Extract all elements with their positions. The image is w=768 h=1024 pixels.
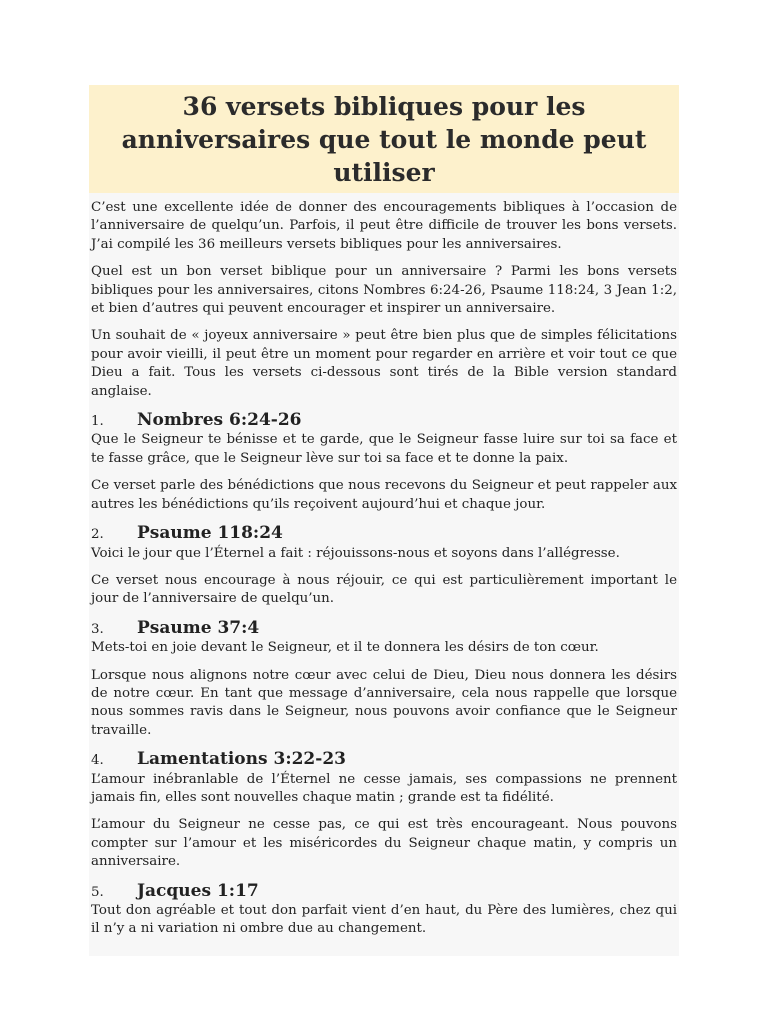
intro-paragraph: Un souhait de « joyeux anniversaire » peut être bien plus que de simples félicitations pour avoir vieilli, il peut être un moment pour regarder en arrière et voir tout ce que Dieu a fait. Tous les versets ci-dessous sont tirés de la Bible version standard anglaise. (91, 328, 677, 399)
verse-text: L’amour inébranlable de l’Éternel ne cesse jamais, ses compassions ne prennent jamais fin, elles sont nouvelles chaque matin ; grande est ta fidélité. (91, 771, 677, 805)
commentary-text: Ce verset parle des bénédictions que nous recevons du Seigneur et peut rappeler aux autres les bénédictions qu’ils reçoivent aujourd’hui et chaque jour. (91, 478, 677, 512)
section-title: Psaume 118:24 (137, 523, 283, 544)
intro-paragraph: C’est une excellente idée de donner des encouragements bibliques à l’occasion de l’anniversaire de quelqu’un. Parfois, il peut être difficile de trouver les bons versets. J’ai compilé les 36 meilleurs versets bibliques pour les anniversaires. (91, 200, 677, 252)
title-banner (89, 85, 679, 193)
verse-text: Que le Seigneur te bénisse et te garde, que le Seigneur fasse luire sur toi sa face et te fasse grâce, que le Seigneur lève sur toi sa face et te donne la paix. (91, 432, 677, 466)
section-number: 3. (91, 621, 104, 637)
section-heading (91, 749, 677, 770)
section-title: Nombres 6:24-26 (137, 410, 302, 431)
section-number: 5. (91, 884, 104, 900)
section-title: Lamentations 3:22-23 (137, 749, 346, 770)
section-heading (91, 881, 677, 902)
document-body (89, 193, 679, 956)
commentary-text: Ce verset nous encourage à nous réjouir, ce qui est particulièrement important le jour de l’anniversaire de quelqu’un. (91, 572, 677, 607)
section-number: 1. (91, 414, 104, 430)
section-heading (91, 618, 677, 639)
section-number: 2. (91, 527, 104, 543)
commentary-text: Lorsque nous alignons notre cœur avec celui de Dieu, Dieu nous donnera les désirs de notre cœur. En tant que message d’anniversaire, cela nous rappelle que lorsque nous sommes ravis dans le Seigneur, nous pouvons avoir confiance que le Seigneur travaille. (91, 667, 677, 738)
verse-text: Voici le jour que l’Éternel a fait : réjouissons-nous et soyons dans l’allégresse. (91, 545, 620, 561)
section-number: 4. (91, 753, 104, 769)
document-page (89, 85, 679, 956)
section-title: Jacques 1:17 (137, 880, 259, 901)
commentary-text: L’amour du Seigneur ne cesse pas, ce qui est très encourageant. Nous pouvons compter sur l’amour et les miséricordes du Seigneur chaque matin, y compris un anniversaire. (91, 817, 677, 870)
section-title: Psaume 37:4 (137, 617, 260, 638)
section-heading (91, 523, 677, 544)
section-heading (91, 410, 677, 431)
verse-text: Tout don agréable et tout don parfait vient d’en haut, du Père des lumières, chez qui il n’y a ni variation ni ombre due au changement. (91, 903, 677, 937)
intro-paragraph: Quel est un bon verset biblique pour un anniversaire ? Parmi les bons versets bibliques pour les anniversaires, citons Nombres 6:24-26, Psaume 118:24, 3 Jean 1:2, et bien d’autres qui peuvent encourager et inspirer un anniversaire. (91, 264, 677, 317)
verse-text: Mets-toi en joie devant le Seigneur, et il te donnera les désirs de ton cœur. (91, 640, 599, 656)
document-title: 36 versets bibliques pour les anniversaires que tout le monde peut utiliser (121, 92, 647, 187)
